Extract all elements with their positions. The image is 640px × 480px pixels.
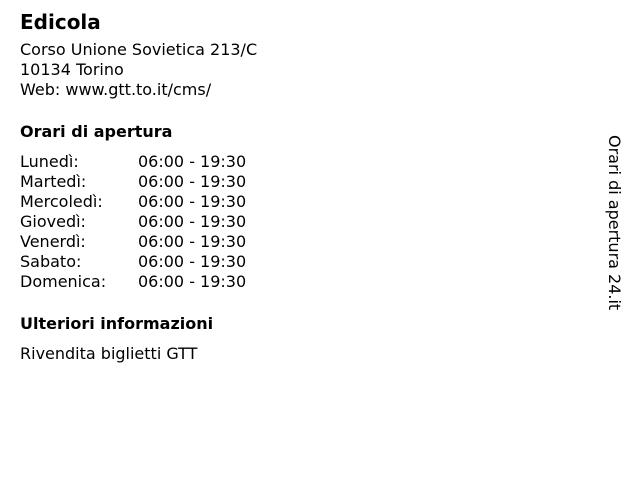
day-label: Domenica: (20, 272, 107, 291)
hours-row-wednesday (20, 192, 600, 212)
day-label: Giovedì: (20, 212, 86, 231)
hours-value: 06:00 - 19:30 (138, 252, 247, 271)
day-label: Lunedì: (20, 152, 79, 171)
hours-value: 06:00 - 19:30 (138, 172, 247, 191)
website-link[interactable]: Web: www.gtt.to.it/cms/ (20, 80, 212, 99)
brand-watermark: Orari di apertura 24.it (605, 135, 624, 311)
opening-hours-heading: Orari di apertura (20, 122, 173, 141)
more-info-heading: Ulteriori informazioni (20, 314, 214, 333)
hours-value: 06:00 - 19:30 (138, 212, 247, 231)
hours-value: 06:00 - 19:30 (138, 232, 247, 251)
hours-row-monday (20, 152, 600, 172)
day-label: Venerdì: (20, 232, 86, 251)
day-label: Martedì: (20, 172, 87, 191)
hours-row-saturday (20, 252, 600, 272)
store-name: Edicola (20, 10, 101, 34)
more-info-text: Rivendita biglietti GTT (20, 344, 198, 363)
opening-hours-table (20, 152, 600, 292)
store-info (20, 8, 600, 364)
address-street: Corso Unione Sovietica 213/C (20, 40, 258, 59)
day-label: Sabato: (20, 252, 82, 271)
hours-value: 06:00 - 19:30 (138, 152, 247, 171)
hours-row-friday (20, 232, 600, 252)
address-city: 10134 Torino (20, 60, 124, 79)
hours-row-tuesday (20, 172, 600, 192)
hours-row-sunday (20, 272, 600, 292)
hours-row-thursday (20, 212, 600, 232)
day-label: Mercoledì: (20, 192, 103, 211)
hours-value: 06:00 - 19:30 (138, 272, 247, 291)
hours-value: 06:00 - 19:30 (138, 192, 247, 211)
